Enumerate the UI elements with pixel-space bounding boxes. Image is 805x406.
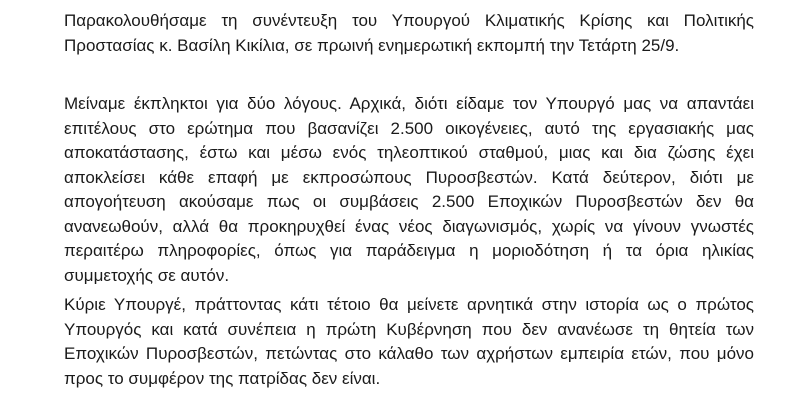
paragraph-surprise: Μείναμε έκπληκτοι για δύο λόγους. Αρχικά, διότι είδαμε τον Υπουργό μας να απαντάει επιτέλους στο ερώτημα που βασανίζει 2.500 οικογένειες, αυτό της εργασιακής μας αποκατάστασης, έστω και μέσω ενός τηλεοπτικού σταθμού, μιας και δια ζώσης έχει αποκλείσει κάθε επαφή με εκπροσώπους Πυροσβεστών. Κατά δεύτερον, διότι με απογοήτευση ακούσαμε πως οι συμβάσεις 2.500 Εποχικών Πυροσβεστών δεν θα ανανεωθούν, αλλά θα προκηρυχθεί ένας νέος διαγωνισμός, χωρίς να γίνουν γνωστές περαιτέρω πληροφορίες, όπως για παράδειγμα η μοριοδότηση ή τα όρια ηλικίας συμμετοχής σε αυτόν.	[64, 94, 754, 285]
paragraph-appeal-to-minister: Κύριε Υπουργέ, πράττοντας κάτι τέτοιο θα μείνετε αρνητικά στην ιστορία ως ο πρώτος Υπουργός και κατά συνέπεια η πρώτη Κυβέρνηση που δεν ανανέωσε τη θητεία των Εποχικών Πυροσβεστών, πετώντας στο κάλαθο των αχρήστων εμπειρία ετών, που μόνο προς το συμφέρον της πατρίδας δεν είναι.	[64, 295, 754, 388]
paragraph-interview: Παρακολουθήσαμε τη συνέντευξη του Υπουργού Κλιματικής Κρίσης και Πολιτικής Προστασίας κ. Βασίλη Κικίλια, σε πρωινή ενημερωτική εκπομπή την Τετάρτη 25/9.	[64, 11, 754, 55]
